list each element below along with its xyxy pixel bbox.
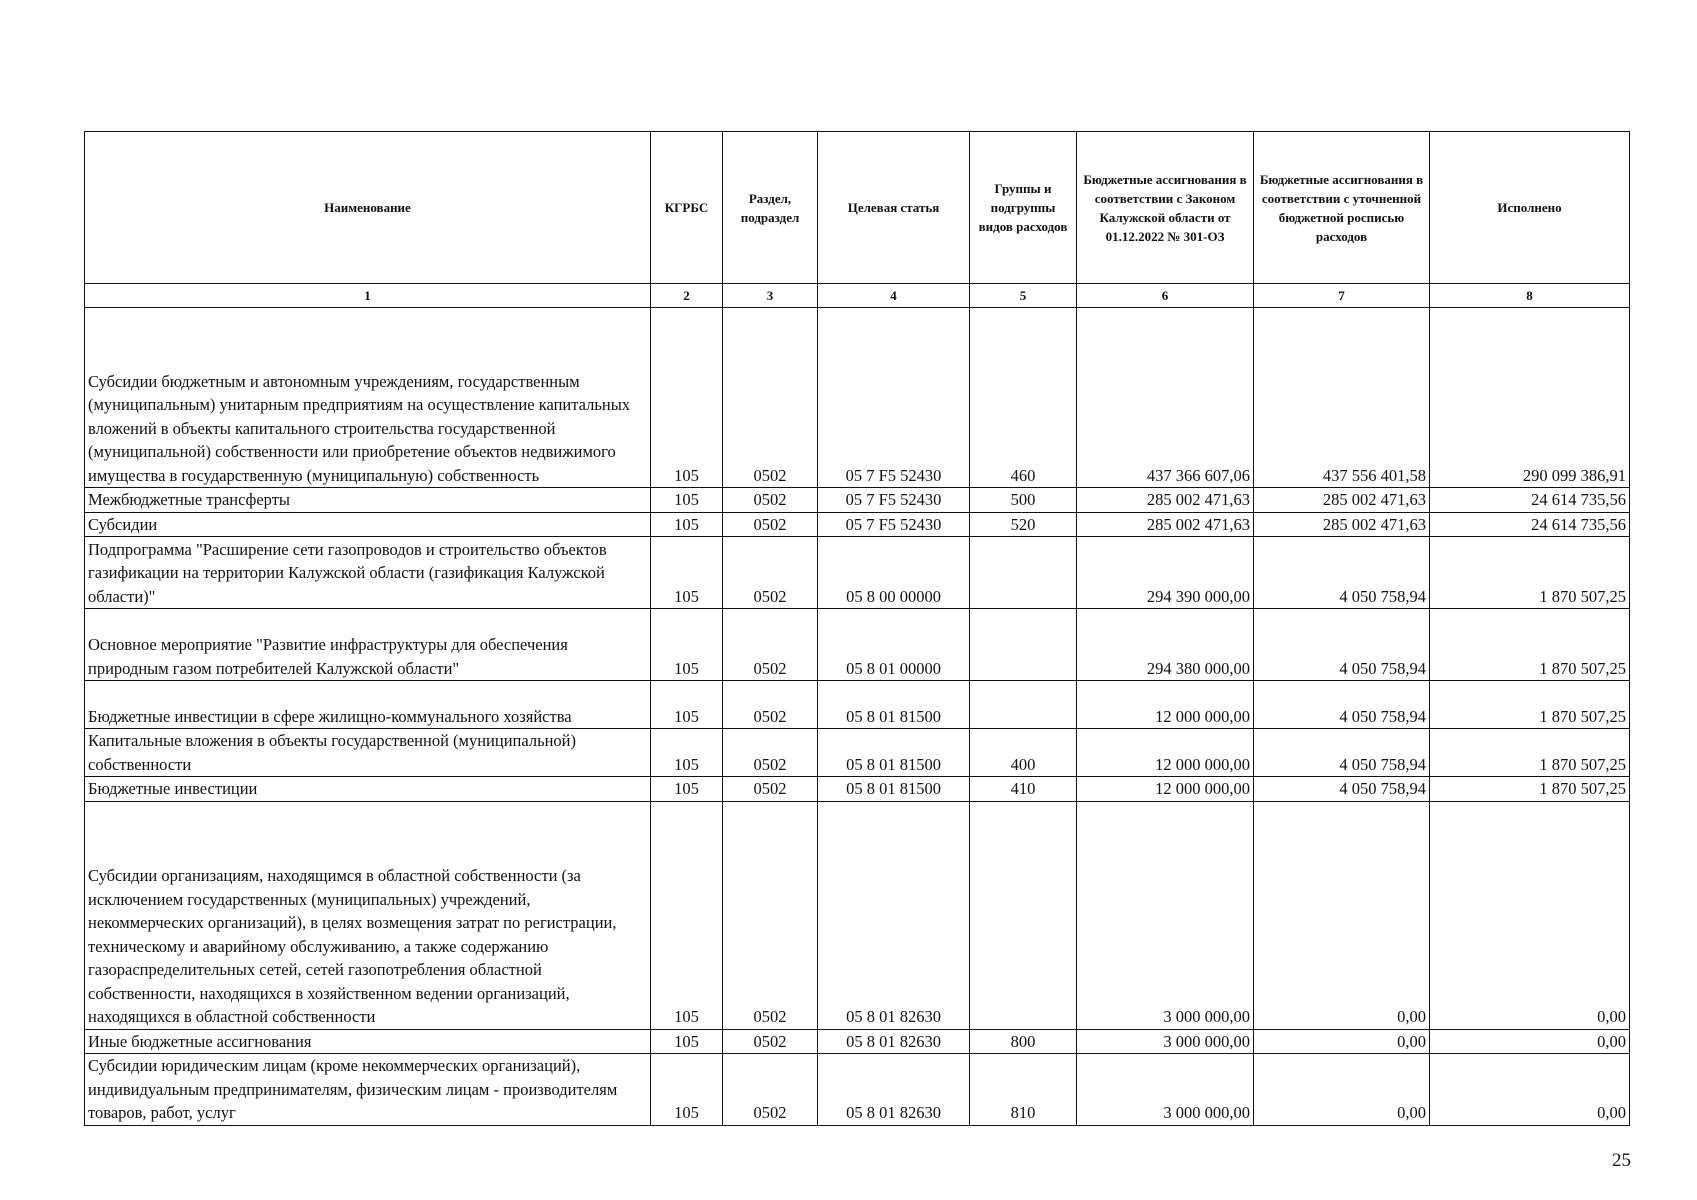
- table-row: [85, 609, 1630, 681]
- executed-cell: 1 870 507,25: [1430, 609, 1630, 681]
- column-number: 4: [818, 284, 970, 308]
- executed-cell: 290 099 386,91: [1430, 308, 1630, 488]
- column-number: 8: [1430, 284, 1630, 308]
- table-row: [85, 537, 1630, 609]
- table-row: [85, 681, 1630, 729]
- target-article-cell: 05 8 00 00000: [818, 537, 970, 609]
- kgrbs-cell: 105: [651, 1054, 723, 1126]
- law-allocation-cell: 437 366 607,06: [1077, 308, 1254, 488]
- refined-allocation-cell: 285 002 471,63: [1254, 512, 1430, 537]
- row-name: Субсидии юридическим лицам (кроме некоммерческих организаций), индивидуальным предпринимателям, физическим лицам - производителям товаров, работ, услуг: [85, 1054, 651, 1126]
- header-name: Наименование: [85, 132, 651, 284]
- law-allocation-cell: 3 000 000,00: [1077, 801, 1254, 1029]
- table-row: [85, 777, 1630, 802]
- header-target-article: Целевая статья: [818, 132, 970, 284]
- law-allocation-cell: 3 000 000,00: [1077, 1054, 1254, 1126]
- section-cell: 0502: [723, 729, 818, 777]
- header-expense-group: Группы и подгруппы видов расходов: [970, 132, 1077, 284]
- header-law-allocations: Бюджетные ассигнования в соответствии с Законом Калужской области от 01.12.2022 № 301-ОЗ: [1077, 132, 1254, 284]
- row-name: Межбюджетные трансферты: [85, 488, 651, 513]
- section-cell: 0502: [723, 801, 818, 1029]
- column-number: 2: [651, 284, 723, 308]
- table-row: [85, 801, 1630, 1029]
- expense-group-cell: [970, 609, 1077, 681]
- column-number-row: [85, 284, 1630, 308]
- section-cell: 0502: [723, 1054, 818, 1126]
- refined-allocation-cell: 437 556 401,58: [1254, 308, 1430, 488]
- header-executed: Исполнено: [1430, 132, 1630, 284]
- law-allocation-cell: 294 390 000,00: [1077, 537, 1254, 609]
- section-cell: 0502: [723, 777, 818, 802]
- refined-allocation-cell: 285 002 471,63: [1254, 488, 1430, 513]
- expense-group-cell: 460: [970, 308, 1077, 488]
- executed-cell: 1 870 507,25: [1430, 729, 1630, 777]
- section-cell: 0502: [723, 537, 818, 609]
- kgrbs-cell: 105: [651, 308, 723, 488]
- row-name: Субсидии организациям, находящимся в областной собственности (за исключением государственных (муниципальных) учреждений, некоммерческих организаций), в целях возмещения затрат по регистрации, техническому и аварийному обслуживанию, а также содержанию газораспределительных сетей, сетей газопотребления областной собственности, находящихся в хозяйственном ведении организаций, находящихся в областной собственности: [85, 801, 651, 1029]
- table-row: [85, 512, 1630, 537]
- section-cell: 0502: [723, 488, 818, 513]
- table-row: [85, 1029, 1630, 1054]
- row-name: Бюджетные инвестиции: [85, 777, 651, 802]
- law-allocation-cell: 3 000 000,00: [1077, 1029, 1254, 1054]
- row-name: Капитальные вложения в объекты государственной (муниципальной) собственности: [85, 729, 651, 777]
- executed-cell: 0,00: [1430, 1029, 1630, 1054]
- target-article-cell: 05 8 01 81500: [818, 729, 970, 777]
- law-allocation-cell: 12 000 000,00: [1077, 681, 1254, 729]
- executed-cell: 24 614 735,56: [1430, 512, 1630, 537]
- page-number: 25: [1612, 1150, 1631, 1171]
- law-allocation-cell: 12 000 000,00: [1077, 729, 1254, 777]
- row-name: Подпрограмма "Расширение сети газопроводов и строительство объектов газификации на территории Калужской области (газификация Калужской области)": [85, 537, 651, 609]
- target-article-cell: 05 8 01 00000: [818, 609, 970, 681]
- kgrbs-cell: 105: [651, 512, 723, 537]
- header-kgrbs: КГРБС: [651, 132, 723, 284]
- refined-allocation-cell: 4 050 758,94: [1254, 729, 1430, 777]
- expense-group-cell: 810: [970, 1054, 1077, 1126]
- executed-cell: 1 870 507,25: [1430, 537, 1630, 609]
- law-allocation-cell: 12 000 000,00: [1077, 777, 1254, 802]
- kgrbs-cell: 105: [651, 681, 723, 729]
- expense-group-cell: 520: [970, 512, 1077, 537]
- expense-group-cell: 410: [970, 777, 1077, 802]
- header-row: [85, 132, 1630, 284]
- target-article-cell: 05 7 F5 52430: [818, 308, 970, 488]
- column-number: 3: [723, 284, 818, 308]
- kgrbs-cell: 105: [651, 801, 723, 1029]
- expense-group-cell: 400: [970, 729, 1077, 777]
- kgrbs-cell: 105: [651, 777, 723, 802]
- executed-cell: 0,00: [1430, 801, 1630, 1029]
- refined-allocation-cell: 4 050 758,94: [1254, 681, 1430, 729]
- refined-allocation-cell: 0,00: [1254, 1054, 1430, 1126]
- expense-group-cell: [970, 801, 1077, 1029]
- section-cell: 0502: [723, 1029, 818, 1054]
- column-number: 7: [1254, 284, 1430, 308]
- target-article-cell: 05 8 01 81500: [818, 681, 970, 729]
- section-cell: 0502: [723, 308, 818, 488]
- refined-allocation-cell: 0,00: [1254, 1029, 1430, 1054]
- target-article-cell: 05 7 F5 52430: [818, 488, 970, 513]
- expense-group-cell: [970, 681, 1077, 729]
- section-cell: 0502: [723, 609, 818, 681]
- row-name: Субсидии: [85, 512, 651, 537]
- expense-group-cell: [970, 537, 1077, 609]
- target-article-cell: 05 8 01 81500: [818, 777, 970, 802]
- header-refined-allocations: Бюджетные ассигнования в соответствии с уточненной бюджетной росписью расходов: [1254, 132, 1430, 284]
- refined-allocation-cell: 4 050 758,94: [1254, 537, 1430, 609]
- column-number: 6: [1077, 284, 1254, 308]
- column-number: 5: [970, 284, 1077, 308]
- column-number: 1: [85, 284, 651, 308]
- table-row: [85, 308, 1630, 488]
- target-article-cell: 05 8 01 82630: [818, 801, 970, 1029]
- kgrbs-cell: 105: [651, 729, 723, 777]
- executed-cell: 1 870 507,25: [1430, 681, 1630, 729]
- target-article-cell: 05 8 01 82630: [818, 1054, 970, 1126]
- target-article-cell: 05 7 F5 52430: [818, 512, 970, 537]
- kgrbs-cell: 105: [651, 609, 723, 681]
- law-allocation-cell: 294 380 000,00: [1077, 609, 1254, 681]
- executed-cell: 1 870 507,25: [1430, 777, 1630, 802]
- row-name: Основное мероприятие "Развитие инфраструктуры для обеспечения природным газом потребителей Калужской области": [85, 609, 651, 681]
- table-row: [85, 1054, 1630, 1126]
- budget-table: [84, 131, 1630, 1126]
- kgrbs-cell: 105: [651, 537, 723, 609]
- executed-cell: 0,00: [1430, 1054, 1630, 1126]
- law-allocation-cell: 285 002 471,63: [1077, 488, 1254, 513]
- refined-allocation-cell: 0,00: [1254, 801, 1430, 1029]
- target-article-cell: 05 8 01 82630: [818, 1029, 970, 1054]
- row-name: Бюджетные инвестиции в сфере жилищно-коммунального хозяйства: [85, 681, 651, 729]
- expense-group-cell: 500: [970, 488, 1077, 513]
- table-row: [85, 488, 1630, 513]
- row-name: Субсидии бюджетным и автономным учреждениям, государственным (муниципальным) унитарным предприятиям на осуществление капитальных вложений в объекты капитального строительства государственной (муниципальной) собственности или приобретение объектов недвижимого имущества в государственную (муниципальную) собственность: [85, 308, 651, 488]
- executed-cell: 24 614 735,56: [1430, 488, 1630, 513]
- law-allocation-cell: 285 002 471,63: [1077, 512, 1254, 537]
- table-row: [85, 729, 1630, 777]
- table-body: [85, 308, 1630, 1126]
- kgrbs-cell: 105: [651, 1029, 723, 1054]
- kgrbs-cell: 105: [651, 488, 723, 513]
- section-cell: 0502: [723, 512, 818, 537]
- row-name: Иные бюджетные ассигнования: [85, 1029, 651, 1054]
- section-cell: 0502: [723, 681, 818, 729]
- expense-group-cell: 800: [970, 1029, 1077, 1054]
- refined-allocation-cell: 4 050 758,94: [1254, 777, 1430, 802]
- header-section: Раздел, подраздел: [723, 132, 818, 284]
- refined-allocation-cell: 4 050 758,94: [1254, 609, 1430, 681]
